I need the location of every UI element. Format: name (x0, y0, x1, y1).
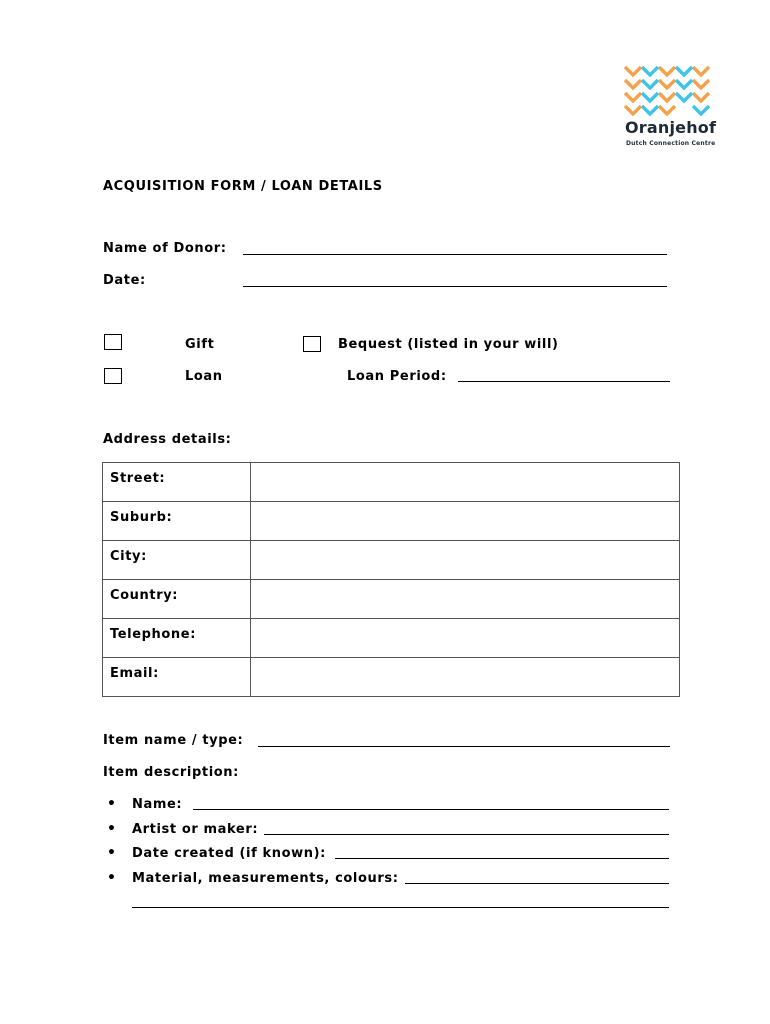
table-row (103, 619, 680, 658)
bullet-material-field-continued[interactable] (132, 907, 669, 908)
suburb-label: Suburb: (103, 502, 251, 541)
date-label: Date: (103, 273, 146, 288)
country-input[interactable] (251, 580, 680, 619)
bullet-artist-field[interactable] (264, 834, 669, 835)
city-label: City: (103, 541, 251, 580)
table-row (103, 502, 680, 541)
bullet-marker: • (107, 796, 116, 812)
item-name-field[interactable] (258, 746, 670, 747)
table-row (103, 463, 680, 502)
country-label: Country: (103, 580, 251, 619)
city-input[interactable] (251, 541, 680, 580)
loan-checkbox[interactable] (104, 368, 122, 384)
bullet-artist-label: Artist or maker: (132, 822, 259, 837)
item-name-label: Item name / type: (103, 733, 244, 748)
telephone-label: Telephone: (103, 619, 251, 658)
email-label: Email: (103, 658, 251, 697)
loan-label: Loan (185, 369, 223, 384)
bullet-marker: • (107, 821, 116, 837)
bullet-name-label: Name: (132, 797, 183, 812)
bullet-material-field[interactable] (405, 883, 669, 884)
bullet-marker: • (107, 845, 116, 861)
table-row (103, 580, 680, 619)
bullet-date-label: Date created (if known): (132, 846, 326, 861)
table-row (103, 541, 680, 580)
gift-checkbox[interactable] (104, 334, 122, 350)
bullet-marker: • (107, 870, 116, 886)
street-input[interactable] (251, 463, 680, 502)
date-field[interactable] (243, 286, 667, 287)
suburb-input[interactable] (251, 502, 680, 541)
oranjehof-logo (624, 64, 717, 154)
address-table (102, 462, 680, 697)
table-row (103, 658, 680, 697)
form-title: ACQUISITION FORM / LOAN DETAILS (103, 179, 383, 194)
telephone-input[interactable] (251, 619, 680, 658)
address-heading: Address details: (103, 432, 232, 447)
bequest-checkbox[interactable] (303, 336, 321, 352)
loan-period-field[interactable] (458, 381, 670, 382)
chevron-pattern-icon (624, 64, 710, 116)
bequest-label: Bequest (listed in your will) (338, 337, 559, 352)
logo-tagline: Dutch Connection Centre (626, 140, 716, 147)
item-description-label: Item description: (103, 765, 239, 780)
email-input[interactable] (251, 658, 680, 697)
loan-period-label: Loan Period: (347, 369, 447, 384)
street-label: Street: (103, 463, 251, 502)
bullet-date-field[interactable] (335, 858, 669, 859)
logo-wordmark: Oranjehof (625, 118, 717, 137)
bullet-material-label: Material, measurements, colours: (132, 871, 399, 886)
bullet-name-field[interactable] (193, 809, 669, 810)
donor-label: Name of Donor: (103, 241, 227, 256)
donor-field[interactable] (243, 254, 667, 255)
gift-label: Gift (185, 337, 215, 352)
